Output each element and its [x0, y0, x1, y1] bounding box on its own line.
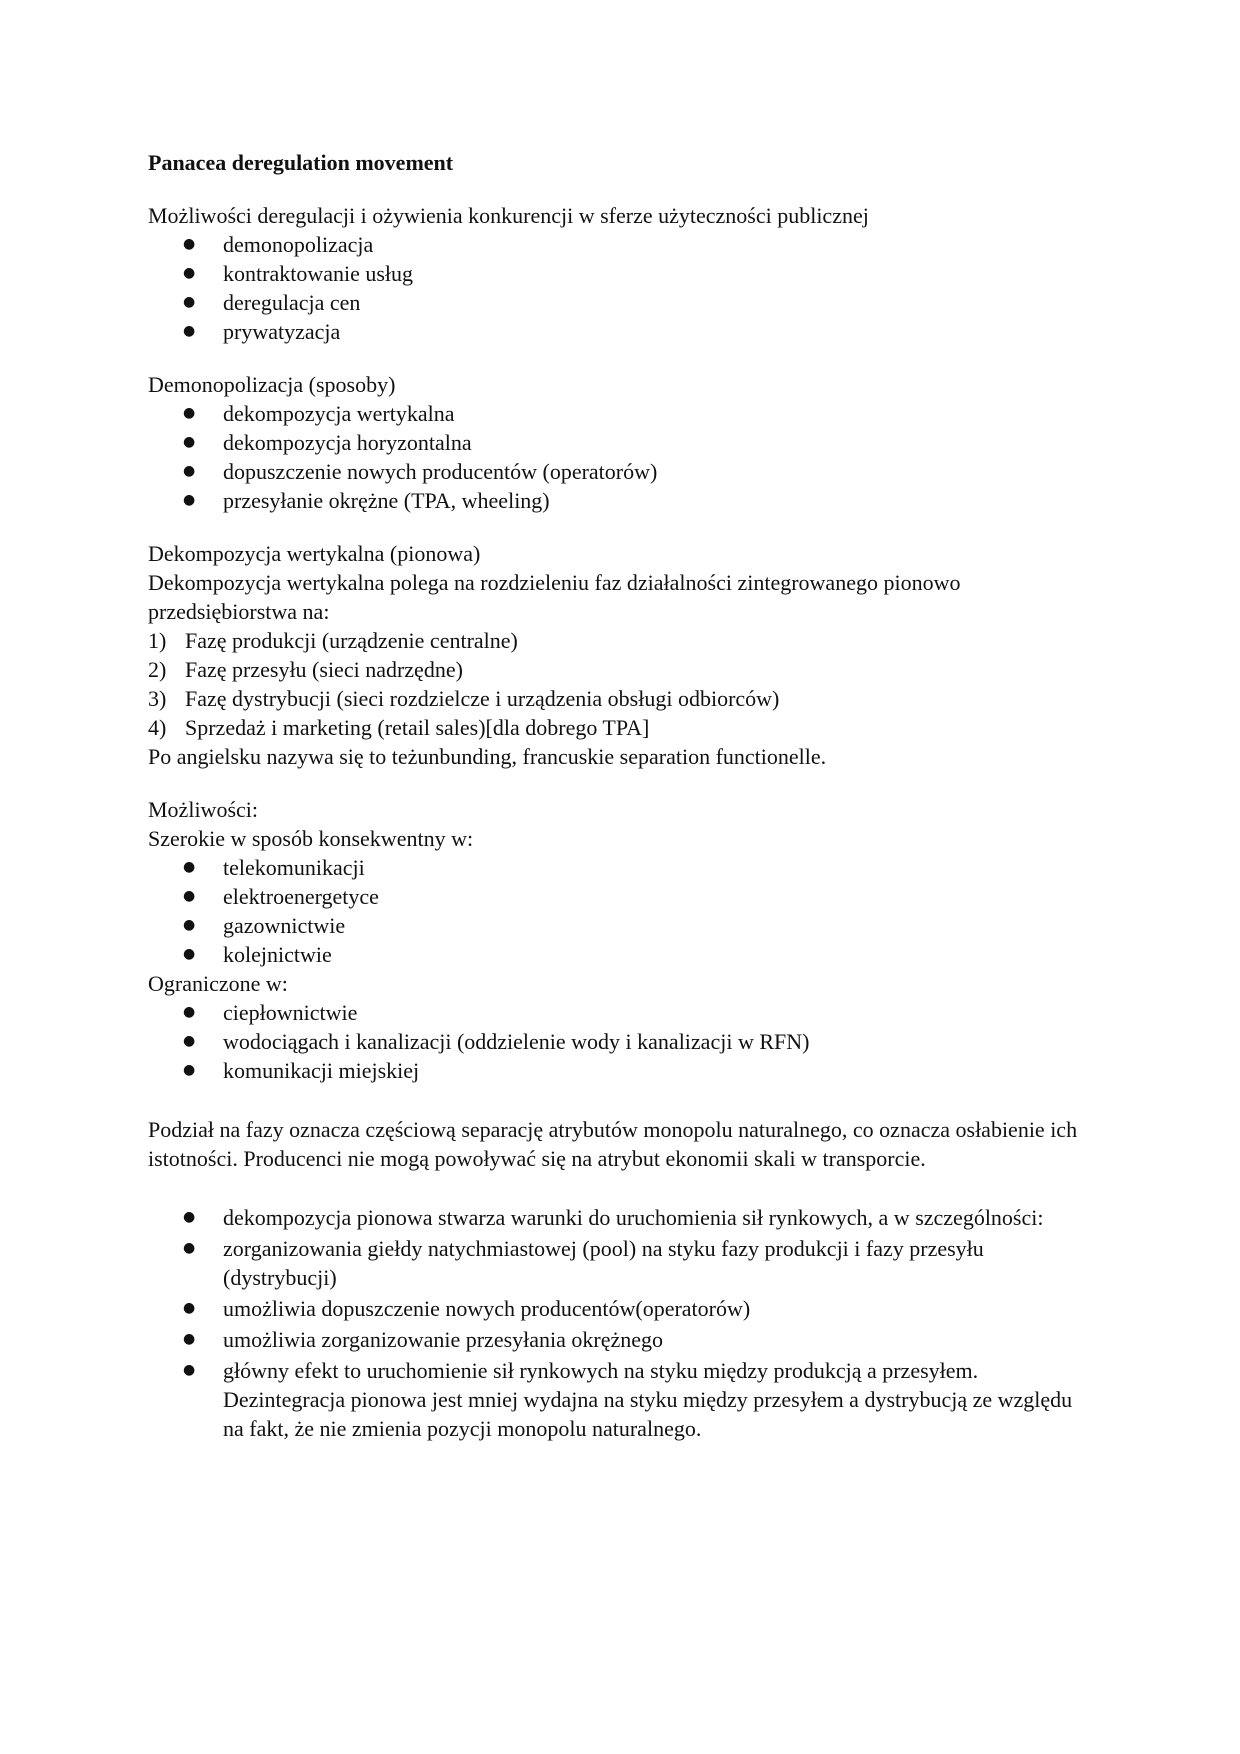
item-number: 2) [148, 657, 167, 682]
spacer [148, 771, 1098, 795]
spacer [148, 1085, 1098, 1115]
unbundling-note: Po angielsku nazywa się to teżunbunding, francuskie separation functionelle. [148, 744, 827, 769]
deregulation-list [148, 230, 1098, 346]
list-item: ● dopuszczenie nowych producentów (operatorów) [148, 457, 1098, 486]
section-heading-demonopolization: Demonopolizacja (sposoby) [148, 372, 396, 397]
list-item: ● dekompozycja wertykalna [148, 399, 1098, 428]
list-item: ● zorganizowania giełdy natychmiastowej (pool) na styku fazy produkcji i fazy przesyłu (dystrybucji) [148, 1234, 1098, 1292]
list-item: ● kontraktowanie usług [148, 259, 1098, 288]
list-item: ● prywatyzacja [148, 317, 1098, 346]
list-item: ● umożliwia dopuszczenie nowych producentów(operatorów) [148, 1294, 1098, 1323]
limited-list [148, 998, 1098, 1085]
list-item: ● wodociągach i kanalizacji (oddzielenie wody i kanalizacji w RFN) [148, 1027, 1098, 1056]
broad-list [148, 853, 1098, 969]
document-body [148, 148, 1098, 1445]
list-item: ● dekompozycja horyzontalna [148, 428, 1098, 457]
document-title: Panacea deregulation movement [148, 150, 454, 175]
section-heading-possibilities: Możliwości: [148, 797, 258, 822]
spacer [148, 515, 1098, 539]
list-item: ● telekomunikacji [148, 853, 1098, 882]
list-item: ● elektroenergetyce [148, 882, 1098, 911]
numbered-item [148, 655, 1098, 684]
list-item: ● gazownictwie [148, 911, 1098, 940]
section-heading-vertical: Dekompozycja wertykalna (pionowa) [148, 541, 481, 566]
numbered-item [148, 684, 1098, 713]
spacer [148, 1173, 1098, 1203]
broad-heading: Szerokie w sposób konsekwentny w: [148, 826, 474, 851]
numbered-item [148, 626, 1098, 655]
list-item: ● główny efekt to uruchomienie sił rynkowych na styku między produkcją a przesyłem. Dezintegracja pionowa jest mniej wydajna na styku między przesyłem a dystrybucją ze względu na fakt, że nie zmienia pozycji monopolu naturalnego. [148, 1356, 1098, 1443]
item-number: 3) [148, 686, 167, 711]
vertical-intro-paragraph: Dekompozycja wertykalna polega na rozdzieleniu faz działalności zintegrowanego pionowo przedsiębiorstwa na: [148, 570, 961, 624]
item-text: Fazę przesyłu (sieci nadrzędne) [185, 657, 463, 682]
limited-heading: Ograniczone w: [148, 971, 288, 996]
list-item: ● przesyłanie okrężne (TPA, wheeling) [148, 486, 1098, 515]
section-heading-deregulation: Możliwości deregulacji i ożywienia konkurencji w sferze użyteczności publicznej [148, 203, 869, 228]
numbered-item [148, 713, 1098, 742]
effects-list [148, 1203, 1098, 1443]
list-item: ● kolejnictwie [148, 940, 1098, 969]
item-number: 4) [148, 715, 167, 740]
list-item: ● demonopolizacja [148, 230, 1098, 259]
phase-list [148, 626, 1098, 742]
list-item: ● ciepłownictwie [148, 998, 1098, 1027]
list-item: ● umożliwia zorganizowanie przesyłania okrężnego [148, 1325, 1098, 1354]
list-item: ● komunikacji miejskiej [148, 1056, 1098, 1085]
item-text: Fazę produkcji (urządzenie centralne) [185, 628, 518, 653]
list-item: ● deregulacja cen [148, 288, 1098, 317]
demonopolization-list [148, 399, 1098, 515]
spacer [148, 346, 1098, 370]
phase-division-paragraph: Podział na fazy oznacza częściową separację atrybutów monopolu naturalnego, co oznacza osłabienie ich istotności. Producenci nie mogą powoływać się na atrybut ekonomii skali w transporcie. [148, 1117, 1078, 1171]
item-text: Sprzedaż i marketing (retail sales)[dla dobrego TPA] [185, 715, 650, 740]
item-text: Fazę dystrybucji (sieci rozdzielcze i urządzenia obsługi odbiorców) [185, 686, 780, 711]
item-number: 1) [148, 628, 167, 653]
list-item: ● dekompozycja pionowa stwarza warunki do uruchomienia sił rynkowych, a w szczególności: [148, 1203, 1098, 1232]
